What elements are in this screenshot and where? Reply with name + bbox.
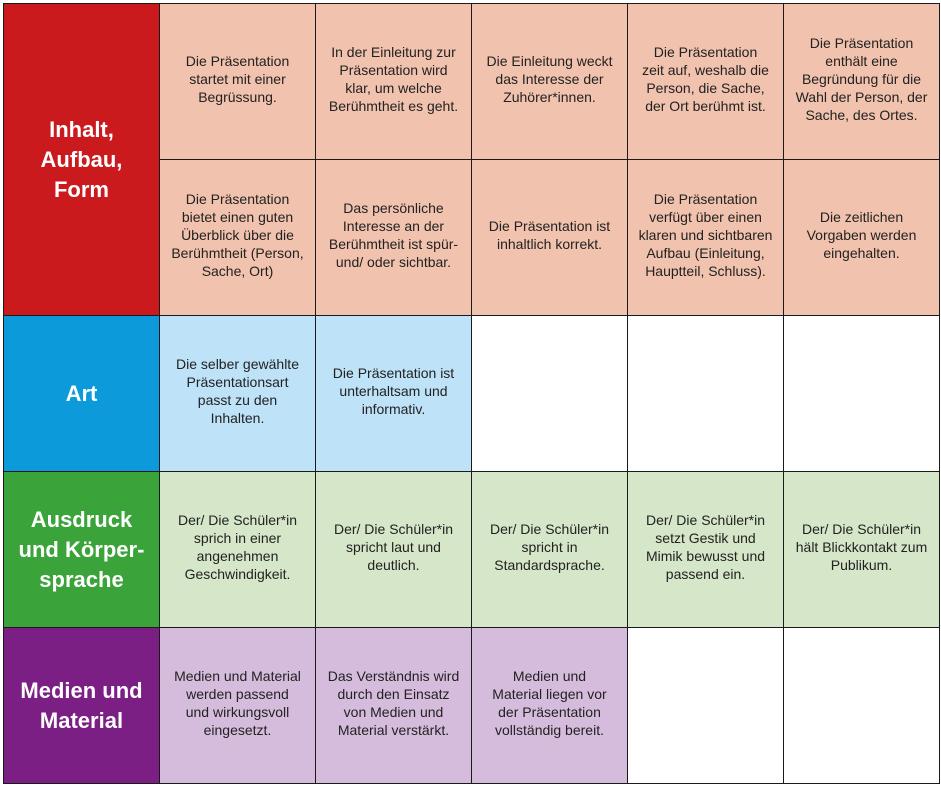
empty-cell [784,316,940,472]
category-art [4,316,160,472]
criterion-text: Der/ Die Schüler*in setzt Gestik und Mimik bewusst und passend ein. [645,511,766,582]
category-label: Art [65,380,98,406]
criterion-text: Die Präsentation startet mit einer Begrüssung. [185,52,290,105]
criterion-text: Die Präsentation bietet einen guten Überblick über die Berühmtheit (Person, Sache, Ort) [171,190,304,279]
criterion-text: Medien und Material werden passend und wirkungsvoll eingesetzt. [174,667,301,738]
criterion-cell [160,4,316,160]
criterion-text: Die Präsentation ist inhaltlich korrekt. [488,217,611,252]
criterion-cell [316,4,472,160]
criterion-text: Die Präsentation enthält eine Begründung für die Wahl der Person, der Sache, des Ortes. [795,34,928,123]
criterion-cell [160,628,316,784]
criterion-text: Die Präsentation ist unterhaltsam und informativ. [332,364,455,417]
criterion-text: Die Präsentation zeit auf, weshalb die Person, die Sache, der Ort berühmt ist. [642,43,769,114]
category-inhalt-aufbau-form [4,4,160,316]
criterion-text: Der/ Die Schüler*in sprich in einer angenehmen Geschwindigkeit. [177,511,298,582]
criterion-cell [784,160,940,316]
category-label: Ausdruck und Körper- sprache [18,506,145,592]
criterion-cell [472,4,628,160]
criteria-table [3,3,940,784]
criterion-text: Der/ Die Schüler*in hält Blickkontakt zum Publikum. [795,520,928,573]
criterion-cell [160,472,316,628]
criterion-cell [784,4,940,160]
criterion-cell [472,160,628,316]
category-label: Inhalt, Aufbau, Form [40,116,123,202]
criterion-cell [316,628,472,784]
empty-cell [472,316,628,472]
criterion-text: Der/ Die Schüler*in spricht laut und deutlich. [333,520,454,573]
criterion-cell [160,316,316,472]
criterion-cell [472,472,628,628]
criterion-cell [160,160,316,316]
empty-cell [784,628,940,784]
criterion-cell [316,160,472,316]
criterion-text: Die Präsentation verfügt über einen klaren und sichtbaren Aufbau (Einleitung, Hauptteil, Schluss). [638,190,773,279]
criterion-text: Die selber gewählte Präsentationsart passt zu den Inhalten. [176,355,299,426]
criterion-text: Das persönliche Interesse an der Berühmtheit ist spür- und/ oder sichtbar. [328,199,459,270]
criterion-text: Das Verständnis wird durch den Einsatz von Medien und Material verstärkt. [327,667,460,738]
criterion-text: Die Einleitung weckt das Interesse der Zuhörer*innen. [486,52,613,105]
criterion-cell [628,472,784,628]
criterion-cell [472,628,628,784]
empty-cell [628,628,784,784]
criterion-cell [316,472,472,628]
criterion-text: Die zeitlichen Vorgaben werden eingehalten. [806,208,917,261]
criterion-text: Medien und Material liegen vor der Präsentation vollständig bereit. [492,667,607,738]
criterion-text: In der Einleitung zur Präsentation wird klar, um welche Berühmtheit es geht. [328,43,459,114]
category-ausdruck-koerpersprache [4,472,160,628]
criterion-cell [316,316,472,472]
criterion-cell [784,472,940,628]
criterion-text: Der/ Die Schüler*in spricht in Standardsprache. [489,520,610,573]
category-medien-material [4,628,160,784]
criterion-cell [628,160,784,316]
category-label: Medien und Material [20,677,143,733]
criterion-cell [628,4,784,160]
empty-cell [628,316,784,472]
